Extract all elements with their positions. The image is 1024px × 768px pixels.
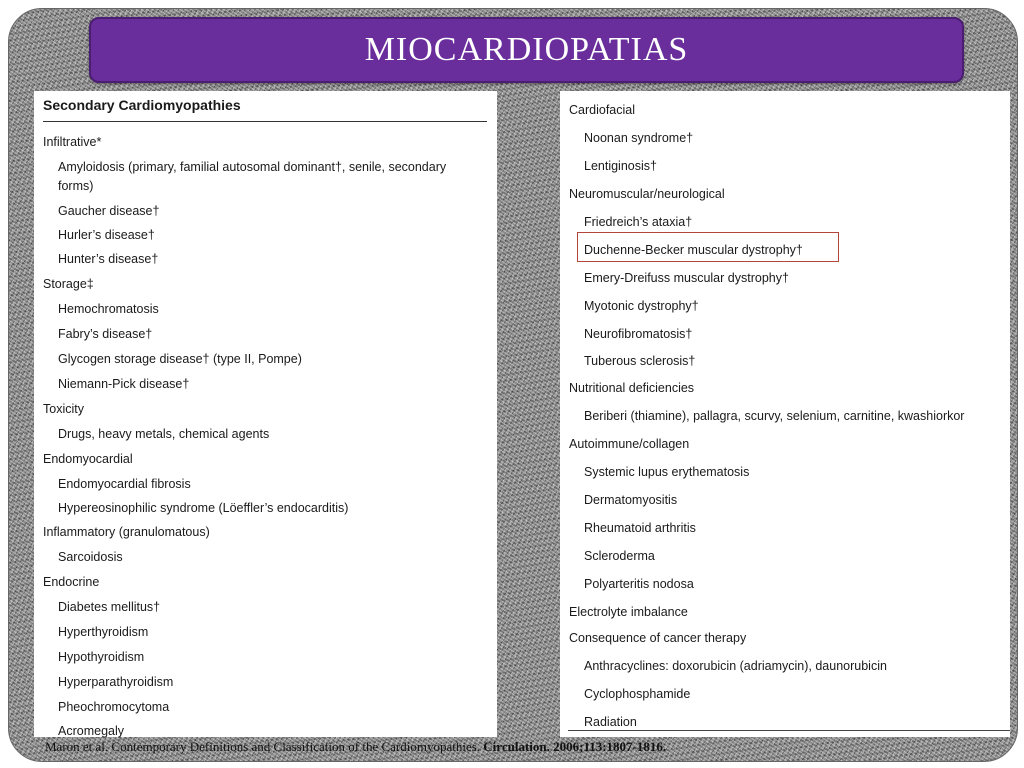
bottom-rule <box>568 730 1010 731</box>
category-label: Consequence of cancer therapy <box>569 631 747 645</box>
list-item: Noonan syndrome† <box>584 131 694 145</box>
category-label: Cardiofacial <box>569 103 636 117</box>
list-item: Emery-Dreifuss muscular dystrophy† <box>584 271 789 285</box>
category-label: Infiltrative* <box>43 135 102 149</box>
list-item: Dermatomyositis <box>584 493 678 507</box>
citation-journal: Circulation. 2006;113:1807-1816. <box>483 739 667 754</box>
right-panel <box>560 91 1010 737</box>
slide-background <box>8 8 1018 762</box>
category-label: Toxicity <box>43 402 84 416</box>
list-item: Systemic lupus erythematosis <box>584 465 750 479</box>
list-item: Anthracyclines: doxorubicin (adriamycin), daunorubicin <box>584 659 887 673</box>
list-item: Friedreich’s ataxia† <box>584 215 693 229</box>
list-item: Hyperthyroidism <box>58 625 149 639</box>
list-item: Amyloidosis (primary, familial autosomal dominant†, senile, secondary forms) <box>58 160 447 193</box>
list-item: Glycogen storage disease† (type II, Pompe) <box>58 352 302 366</box>
list-item: Acromegaly <box>58 724 124 738</box>
category-label: Inflammatory (granulomatous) <box>43 525 210 539</box>
list-item: Niemann-Pick disease† <box>58 377 190 391</box>
category-label: Autoimmune/collagen <box>569 437 690 451</box>
list-item: Duchenne-Becker muscular dystrophy† <box>584 243 803 257</box>
list-item: Drugs, heavy metals, chemical agents <box>58 427 270 441</box>
list-item: Neurofibromatosis† <box>584 327 693 341</box>
list-item: Hypereosinophilic syndrome (Löeffler’s endocarditis) <box>58 501 349 515</box>
left-panel <box>34 91 497 737</box>
title-banner <box>89 17 964 83</box>
category-label: Nutritional deficiencies <box>569 381 695 395</box>
list-item: Lentiginosis† <box>584 159 657 173</box>
list-item: Diabetes mellitus† <box>58 600 161 614</box>
category-label: Storage‡ <box>43 277 94 291</box>
citation <box>45 739 1005 755</box>
category-label: Neuromuscular/neurological <box>569 187 725 201</box>
list-item: Cyclophosphamide <box>584 687 691 701</box>
list-item: Beriberi (thiamine), pallagra, scurvy, selenium, carnitine, kwashiorkor <box>584 409 965 423</box>
list-item: Scleroderma <box>584 549 655 563</box>
list-item: Hypothyroidism <box>58 650 145 664</box>
list-item: Rheumatoid arthritis <box>584 521 696 535</box>
list-item: Tuberous sclerosis† <box>584 354 696 368</box>
slide-title: MIOCARDIOPATIAS <box>364 31 689 68</box>
list-item: Gaucher disease† <box>58 204 160 218</box>
list-item: Pheochromocytoma <box>58 700 170 714</box>
list-item: Hyperparathyroidism <box>58 675 174 689</box>
list-item: Hunter’s disease† <box>58 252 159 266</box>
panel-heading: Secondary Cardiomyopathies <box>43 97 487 122</box>
list-item: Radiation <box>584 715 637 729</box>
category-label: Electrolyte imbalance <box>569 605 688 619</box>
category-label: Endomyocardial <box>43 452 133 466</box>
list-item: Fabry’s disease† <box>58 327 153 341</box>
list-item: Myotonic dystrophy† <box>584 299 699 313</box>
category-label: Endocrine <box>43 575 100 589</box>
citation-text: Maron et al. Contemporary Definitions and Classification of the Cardiomyopathies. <box>45 739 481 754</box>
list-item: Hemochromatosis <box>58 302 159 316</box>
list-item: Endomyocardial fibrosis <box>58 477 191 491</box>
list-item: Hurler’s disease† <box>58 228 155 242</box>
list-item: Sarcoidosis <box>58 550 123 564</box>
list-item: Polyarteritis nodosa <box>584 577 694 591</box>
